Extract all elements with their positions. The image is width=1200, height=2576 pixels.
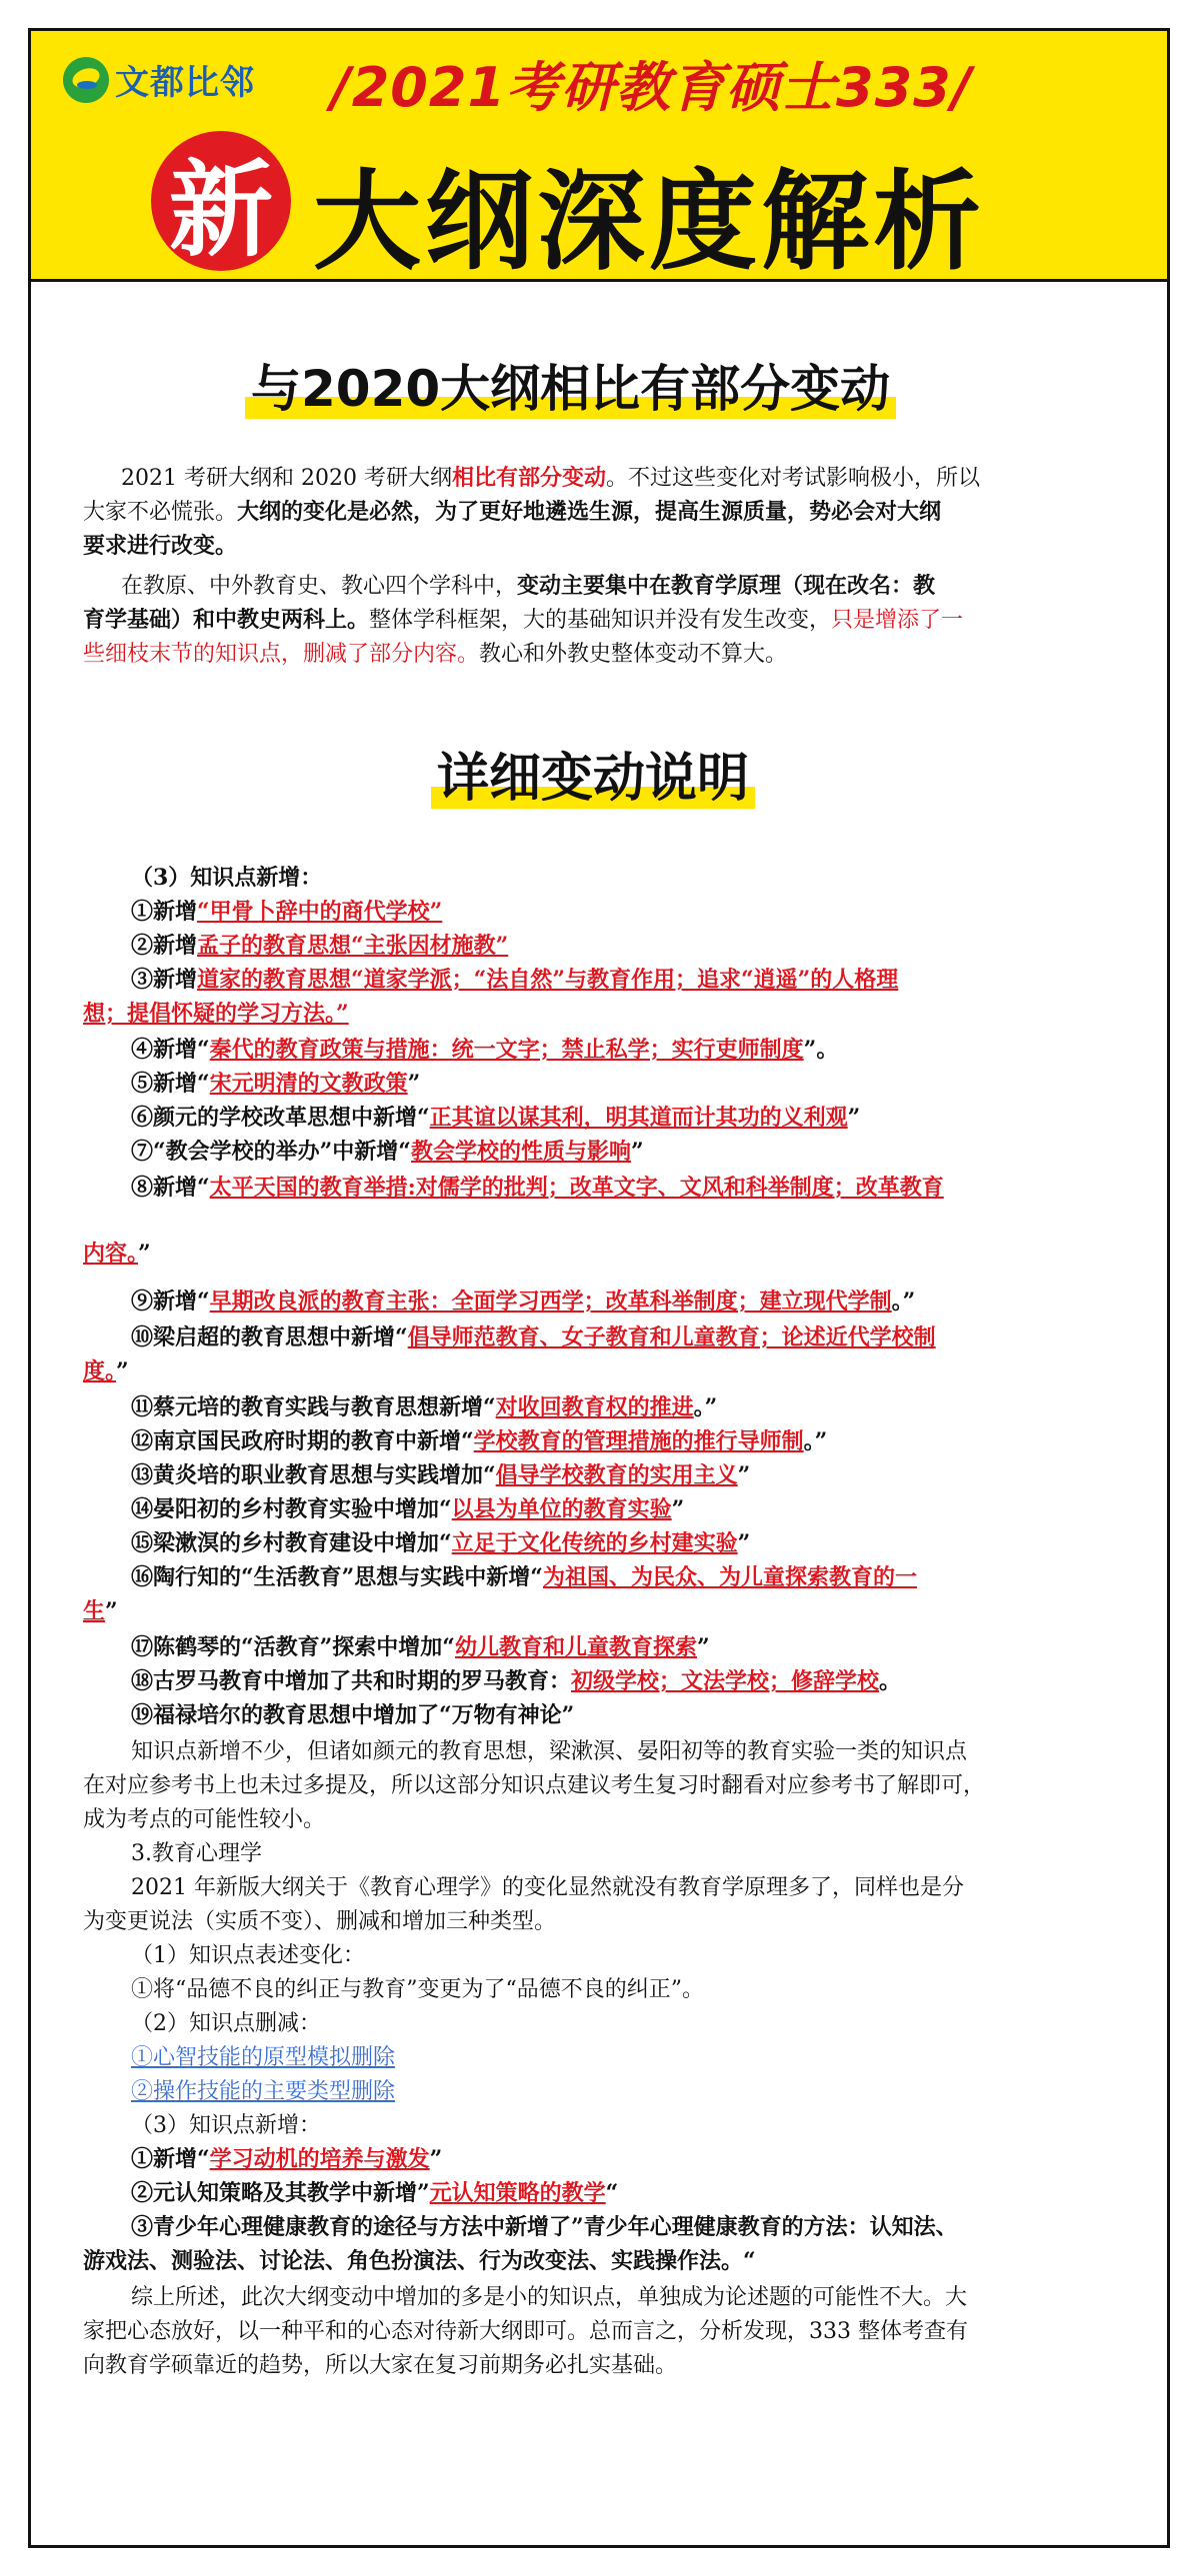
list-item: ⑯陶行知的“生活教育”思想与实践中新增“为祖国、为民众、为儿童探索教育的一 <box>131 1564 917 1590</box>
list-item-continued: 游戏法、测验法、讨论法、角色扮演法、行为改变法、实践操作法。“ <box>83 2248 756 2274</box>
conclusion-line: 家把心态放好，以一种平和的心态对待新大纲即可。总而言之，分析发现，333 整体考查有 <box>83 2319 968 2344</box>
list-item: ⑩梁启超的教育思想中新增“倡导师范教育、女子教育和儿童教育；论述近代学校制 <box>131 1324 936 1350</box>
list-item: ③青少年心理健康教育的途径与方法中新增了”青少年心理健康教育的方法：认知法、 <box>131 2214 958 2240</box>
paragraph-line: 些细枝末节的知识点，删减了部分内容。教心和外教史整体变动不算大。 <box>83 642 788 667</box>
paragraph-line: 大家不必慌张。大纲的变化是必然，为了更好地遴选生源，提高生源质量，势必会对大纲 <box>83 499 942 525</box>
list-item: ③新增道家的教育思想“道家学派；“法自然”与教育作用；追求“逍遥”的人格理 <box>131 967 899 993</box>
psychology-line: 2021 年新版大纲关于《教育心理学》的变化显然就没有教育学原理多了，同样也是分 <box>131 1875 964 1900</box>
list-item: ①将“品德不良的纠正与教育”变更为了“品德不良的纠正”。 <box>131 1977 704 2002</box>
list-item-continued: 想；提倡怀疑的学习方法。” <box>83 1001 349 1027</box>
list-item: ⑲福禄培尔的教育思想中增加了“万物有神论” <box>131 1702 575 1728</box>
list-item: ②新增孟子的教育思想“主张因材施教” <box>131 933 509 959</box>
list-item: ⑫南京国民政府时期的教育中新增“学校教育的管理措施的推行导师制。” <box>131 1428 828 1454</box>
paragraph-line: 在教原、中外教育史、教心四个学科中，变动主要集中在教育学原理（现在改名：教 <box>121 573 936 599</box>
paragraph-line: 要求进行改变。 <box>83 533 238 559</box>
list-item: ⑮梁漱溟的乡村教育建设中增加“立足于文化传统的乡村建实验” <box>131 1530 751 1556</box>
deleted-item-link[interactable]: ①心智技能的原型模拟删除 <box>131 2045 396 2070</box>
psychology-line: 为变更说法（实质不变）、删减和增加三种类型。 <box>83 1909 557 1934</box>
list-item-continued: 度。” <box>83 1358 129 1384</box>
summary-line: 在对应参考书上也未过多提及，所以这部分知识点建议考生复习时翻看对应参考书了解即可， <box>83 1773 986 1798</box>
conclusion-line: 向教育学硕靠近的趋势，所以大家在复习前期务必扎实基础。 <box>83 2353 678 2378</box>
paragraph-line: 育学基础）和中教史两科上。整体学科框架，大的基础知识并没有发生改变，只是增添了一 <box>83 607 964 633</box>
list-item: ⑬黄炎培的职业教育思想与实践增加“倡导学校教育的实用主义” <box>131 1462 751 1488</box>
section-heading-changes: 与2020大纲相比有部分变动 <box>251 349 890 421</box>
header-banner <box>31 31 1167 285</box>
summary-line: 成为考点的可能性较小。 <box>83 1807 326 1832</box>
list-item: ①新增“甲骨卜辞中的商代学校” <box>131 899 443 925</box>
paragraph-line: 2021 考研大纲和 2020 考研大纲相比有部分变动。不过这些变化对考试影响极小，所以 <box>121 465 980 491</box>
list-item: ⑤新增“宋元明清的文教政策” <box>131 1071 421 1097</box>
page-frame <box>28 28 1170 2548</box>
subheading: （1）知识点表述变化： <box>131 1943 365 1968</box>
list-item: ⑥颜元的学校改革思想中新增“正其谊以谋其利，明其道而计其功的义利观” <box>131 1105 861 1131</box>
brand-logo <box>63 55 255 104</box>
list-item-continued: 生” <box>83 1598 118 1624</box>
list-item: ⑪蔡元培的教育实践与教育思想新增“对收回教育权的推进。” <box>131 1394 718 1420</box>
list-item: ⑰陈鹤琴的“活教育”探索中增加“幼儿教育和儿童教育探索” <box>131 1634 710 1660</box>
list-item: ⑦“教会学校的举办”中新增“教会学校的性质与影响” <box>131 1139 644 1165</box>
list-item: ①新增“学习动机的培养与激发” <box>131 2146 443 2172</box>
section-heading-details: 详细变动说明 <box>437 736 749 811</box>
list-item: ⑱古罗马教育中增加了共和时期的罗马教育：初级学校；文法学校；修辞学校。 <box>131 1668 902 1694</box>
list-item: ②元认知策略及其教学中新增”元认知策略的教学“ <box>131 2180 619 2206</box>
list-item: ④新增“秦代的教育政策与措施：统一文字；禁止私学；实行吏师制度”。 <box>131 1037 839 1063</box>
subheading: （3）知识点新增： <box>131 865 323 891</box>
summary-line: 知识点新增不少，但诸如颜元的教育思想，梁漱溟、晏阳初等的教育实验一类的知识点 <box>131 1739 968 1764</box>
header-subtitle: /2021考研教育硕士333/ <box>331 56 973 119</box>
list-item: ⑭晏阳初的乡村教育实验中增加“以县为单位的教育实验” <box>131 1496 685 1522</box>
logo-text: 文都比邻 <box>115 63 255 103</box>
conclusion-line: 综上所述，此次大纲变动中增加的多是小的知识点，单独成为论述题的可能性不大。大 <box>131 2285 968 2310</box>
new-badge: 新 <box>151 131 291 271</box>
list-item: ⑧新增“太平天国的教育举措:对儒学的批判；改革文字、文风和科举制度；改革教育 <box>131 1175 944 1201</box>
subheading: （2）知识点删减： <box>131 2011 321 2036</box>
list-item-continued: 内容。” <box>83 1241 151 1267</box>
leaf-logo-icon <box>63 57 109 103</box>
list-item: ⑨新增“早期改良派的教育主张：全面学习西学；改革科举制度；建立现代学制。” <box>131 1288 916 1314</box>
main-title: 大纲深度解析 <box>313 160 986 285</box>
subheading: （3）知识点新增： <box>131 2113 321 2138</box>
deleted-item-link[interactable]: ②操作技能的主要类型删除 <box>131 2079 396 2104</box>
psychology-heading: 3.教育心理学 <box>131 1841 262 1866</box>
